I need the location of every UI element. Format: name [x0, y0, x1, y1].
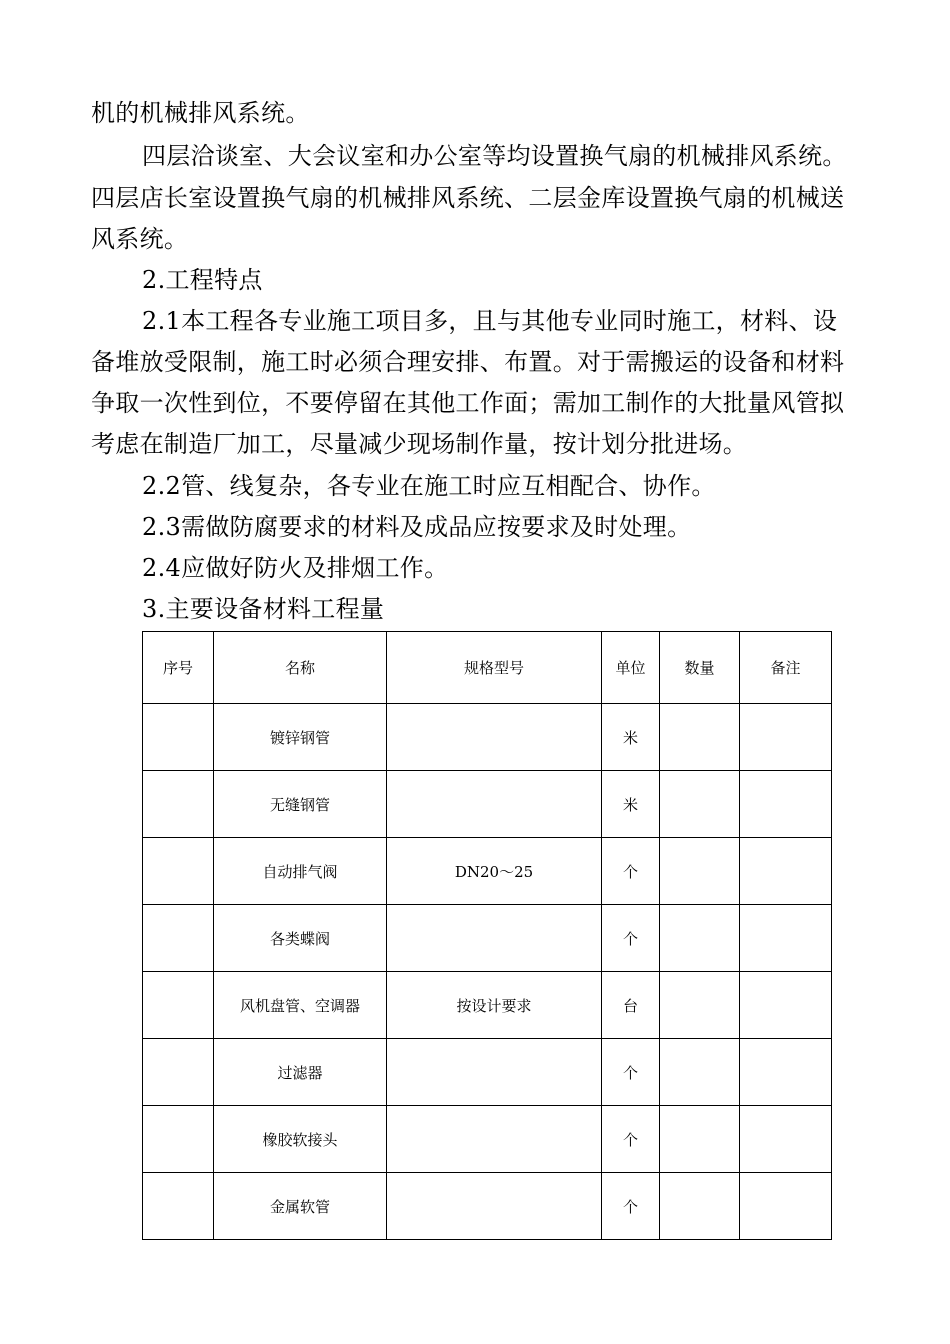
- cell-unit: 米: [602, 704, 660, 771]
- table-row: [143, 771, 832, 838]
- cell-unit: 个: [602, 838, 660, 905]
- cell-note: [740, 838, 832, 905]
- cell-note: [740, 1039, 832, 1106]
- cell-note: [740, 905, 832, 972]
- paragraph-line: 风系统。: [91, 225, 189, 253]
- cell-no: [143, 838, 214, 905]
- materials-table: [142, 631, 832, 1240]
- paragraph-line: 2.2管、线复杂，各专业在施工时应互相配合、协作。: [142, 472, 716, 500]
- table-row: [143, 838, 832, 905]
- cell-unit: 个: [602, 1106, 660, 1173]
- cell-name: 镀锌钢管: [214, 704, 387, 771]
- paragraph-line: 争取一次性到位，不要停留在其他工作面；需加工制作的大批量风管拟: [91, 389, 845, 417]
- cell-qty: [660, 1173, 740, 1240]
- cell-qty: [660, 972, 740, 1039]
- table-row: [143, 1039, 832, 1106]
- cell-qty: [660, 905, 740, 972]
- cell-note: [740, 972, 832, 1039]
- table-row: [143, 704, 832, 771]
- cell-qty: [660, 1106, 740, 1173]
- cell-name: 风机盘管、空调器: [214, 972, 387, 1039]
- cell-spec: [387, 1039, 602, 1106]
- cell-note: [740, 704, 832, 771]
- cell-name: 各类蝶阀: [214, 905, 387, 972]
- paragraph-line: 机的机械排风系统。: [91, 99, 310, 127]
- section-heading: 2.工程特点: [142, 266, 263, 294]
- paragraph-line: 2.1本工程各专业施工项目多，且与其他专业同时施工，材料、设: [142, 307, 838, 335]
- paragraph-line: 考虑在制造厂加工，尽量减少现场制作量，按计划分批进场。: [91, 430, 748, 458]
- table-row: [143, 905, 832, 972]
- paragraph-line: 2.4应做好防火及排烟工作。: [142, 554, 449, 582]
- cell-unit: 个: [602, 1039, 660, 1106]
- table-row: [143, 1106, 832, 1173]
- table-row: [143, 1173, 832, 1240]
- header-cell-unit: 单位: [602, 632, 660, 704]
- header-cell-no: 序号: [143, 632, 214, 704]
- cell-name: 金属软管: [214, 1173, 387, 1240]
- header-cell-name: 名称: [214, 632, 387, 704]
- cell-qty: [660, 1039, 740, 1106]
- cell-spec: [387, 905, 602, 972]
- section-heading: 3.主要设备材料工程量: [142, 595, 385, 623]
- cell-spec: [387, 771, 602, 838]
- cell-name: 橡胶软接头: [214, 1106, 387, 1173]
- cell-unit: 台: [602, 972, 660, 1039]
- cell-no: [143, 1106, 214, 1173]
- cell-spec: [387, 704, 602, 771]
- cell-no: [143, 1039, 214, 1106]
- cell-note: [740, 1173, 832, 1240]
- cell-unit: 米: [602, 771, 660, 838]
- cell-no: [143, 905, 214, 972]
- header-cell-spec: 规格型号: [387, 632, 602, 704]
- cell-name: 自动排气阀: [214, 838, 387, 905]
- cell-spec: DN20～25: [387, 838, 602, 905]
- cell-qty: [660, 704, 740, 771]
- cell-no: [143, 771, 214, 838]
- paragraph-line: 备堆放受限制，施工时必须合理安排、布置。对于需搬运的设备和材料: [91, 348, 845, 376]
- cell-spec: 按设计要求: [387, 972, 602, 1039]
- paragraph-line: 2.3需做防腐要求的材料及成品应按要求及时处理。: [142, 513, 692, 541]
- cell-no: [143, 972, 214, 1039]
- cell-spec: [387, 1173, 602, 1240]
- header-cell-note: 备注: [740, 632, 832, 704]
- cell-note: [740, 1106, 832, 1173]
- cell-name: 过滤器: [214, 1039, 387, 1106]
- paragraph-line: 四层洽谈室、大会议室和办公室等均设置换气扇的机械排风系统。: [142, 142, 847, 170]
- cell-unit: 个: [602, 905, 660, 972]
- table-row: [143, 972, 832, 1039]
- cell-no: [143, 1173, 214, 1240]
- table-header-row: [143, 632, 832, 704]
- cell-note: [740, 771, 832, 838]
- cell-no: [143, 704, 214, 771]
- cell-qty: [660, 838, 740, 905]
- cell-qty: [660, 771, 740, 838]
- header-cell-qty: 数量: [660, 632, 740, 704]
- cell-spec: [387, 1106, 602, 1173]
- paragraph-line: 四层店长室设置换气扇的机械排风系统、二层金库设置换气扇的机械送: [91, 184, 845, 212]
- cell-unit: 个: [602, 1173, 660, 1240]
- cell-name: 无缝钢管: [214, 771, 387, 838]
